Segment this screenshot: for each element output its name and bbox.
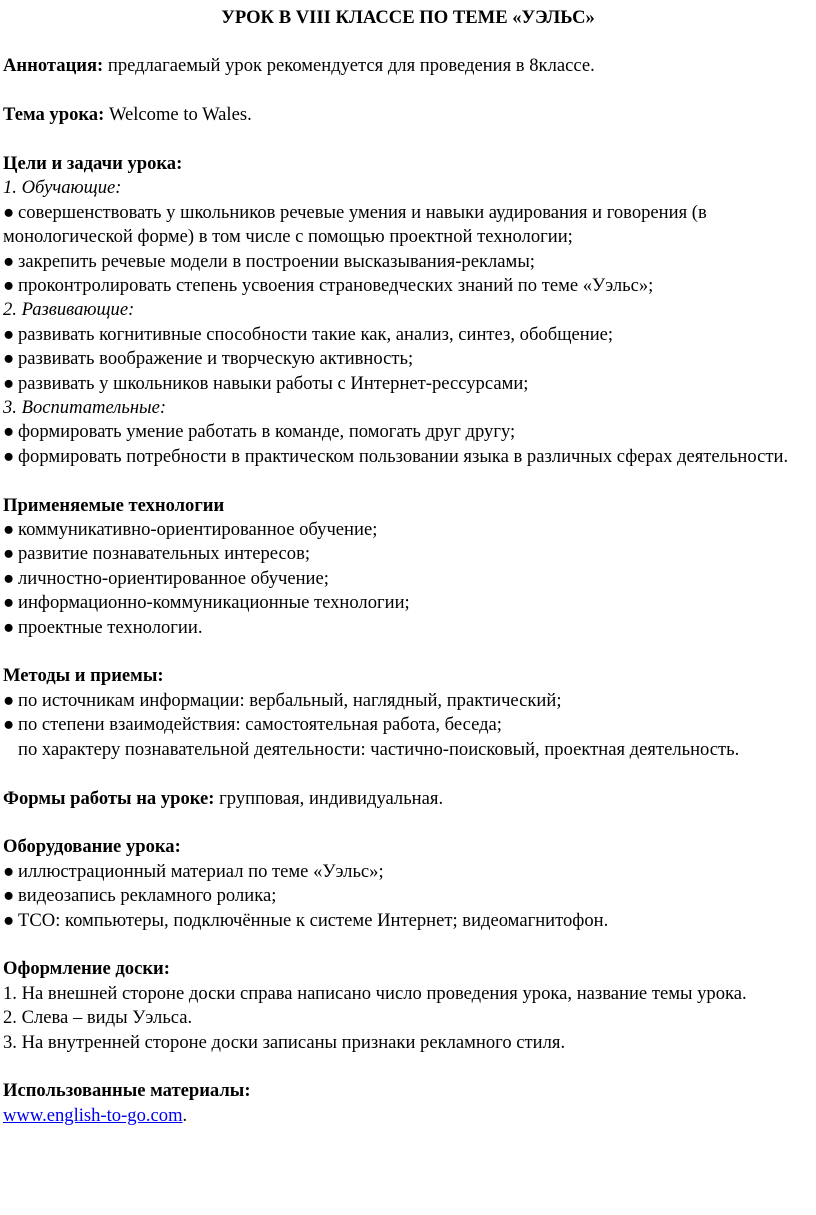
materials-heading: Использованные материалы: <box>3 1080 251 1102</box>
list-item: ● ТСО: компьютеры, подключённые к системе Интернет; видеомагнитофон. <box>3 909 813 933</box>
topic-label: Тема урока: <box>3 104 105 126</box>
list-item: ● формировать потребности в практическом пользовании языка в различных сферах деятельности. <box>3 445 813 469</box>
bullet-icon: ● <box>3 543 15 565</box>
goals-list-3 <box>3 420 813 469</box>
forms-paragraph <box>3 787 813 811</box>
list-item: ● развитие познавательных интересов; <box>3 542 813 566</box>
bullet-icon <box>3 738 18 762</box>
board-list <box>3 982 813 1055</box>
list-item: 2. Слева – виды Уэльса. <box>3 1007 193 1029</box>
bullet-icon: ● <box>3 275 15 297</box>
topic-text: Welcome to Wales. <box>104 104 252 126</box>
forms-label: Формы работы на уроке: <box>3 787 215 809</box>
list-item: ● иллюстрационный материал по теме «Уэльс»; <box>3 860 813 884</box>
bullet-icon: ● <box>3 885 15 907</box>
bullet-icon: ● <box>3 616 15 638</box>
materials-paragraph <box>3 1104 813 1128</box>
bullet-icon: ● <box>3 348 15 370</box>
list-item: ● развивать воображение и творческую активность; <box>3 347 813 371</box>
methods-heading: Методы и приемы: <box>3 665 164 687</box>
list-item: ● видеозапись рекламного ролика; <box>3 884 813 908</box>
annotation-text: предлагаемый урок рекомендуется для проведения в 8классе. <box>103 55 595 77</box>
goals-subheading-3: 3. Воспитательные: <box>3 397 167 419</box>
list-item: ● по степени взаимодействия: самостоятельная работа, беседа; <box>3 713 813 737</box>
bullet-icon: ● <box>3 445 15 467</box>
bullet-icon: ● <box>3 567 15 589</box>
annotation-paragraph <box>3 54 813 78</box>
list-item: ● проконтролировать степень усвоения страноведческих знаний по теме «Уэльс»; <box>3 274 813 298</box>
list-item: ● информационно-коммуникационные технологии; <box>3 591 813 615</box>
list-item: 1. На внешней стороне доски справа написано число проведения урока, название темы урока. <box>3 982 747 1004</box>
list-item: ● развивать когнитивные способности такие как, анализ, синтез, обобщение; <box>3 323 813 347</box>
list-item: ● совершенствовать у школьников речевые умения и навыки аудирования и говорения (в монологической форме) в том числе с помощью проектной технологии; <box>3 201 707 248</box>
goals-list-2 <box>3 323 813 396</box>
bullet-icon: ● <box>3 689 15 711</box>
topic-paragraph <box>3 103 813 127</box>
materials-period: . <box>182 1104 188 1126</box>
list-item: ● проектные технологии. <box>3 616 813 640</box>
forms-text: групповая, индивидуальная. <box>214 787 444 809</box>
goals-heading: Цели и задачи урока: <box>3 152 183 174</box>
bullet-icon: ● <box>3 323 15 345</box>
methods-list <box>3 689 813 762</box>
list-item: ● формировать умение работать в команде, помогать друг другу; <box>3 420 813 444</box>
bullet-icon: ● <box>3 519 15 541</box>
materials-link[interactable]: www.english-to-go.com <box>3 1104 183 1126</box>
list-item: по характеру познавательной деятельности: частично-поисковый, проектная деятельность. <box>3 738 813 762</box>
list-item: ● личностно-ориентированное обучение; <box>3 567 813 591</box>
list-item: ● развивать у школьников навыки работы с Интернет-рессурсами; <box>3 372 813 396</box>
bullet-icon: ● <box>3 592 15 614</box>
goals-list-1 <box>3 201 813 299</box>
bullet-icon: ● <box>3 372 15 394</box>
board-heading: Оформление доски: <box>3 958 170 980</box>
technologies-list <box>3 518 813 640</box>
bullet-icon: ● <box>3 201 15 223</box>
bullet-icon: ● <box>3 714 15 736</box>
list-item: 3. На внутренней стороне доски записаны признаки рекламного стиля. <box>3 1031 566 1053</box>
annotation-label: Аннотация: <box>3 55 104 77</box>
equipment-list <box>3 860 813 933</box>
bullet-icon: ● <box>3 860 15 882</box>
document-title: УРОК В VIII КЛАССЕ ПО ТЕМЕ «УЭЛЬС» <box>221 7 595 28</box>
equipment-heading: Оборудование урока: <box>3 836 181 858</box>
bullet-icon: ● <box>3 250 15 272</box>
technologies-heading: Применяемые технологии <box>3 494 225 516</box>
goals-subheading-1: 1. Обучающие: <box>3 177 122 199</box>
goals-subheading-2: 2. Развивающие: <box>3 299 135 321</box>
bullet-icon: ● <box>3 909 15 931</box>
list-item: ● по источникам информации: вербальный, наглядный, практический; <box>3 689 813 713</box>
bullet-icon: ● <box>3 421 15 443</box>
list-item: ● закрепить речевые модели в построении высказывания-рекламы; <box>3 250 813 274</box>
list-item: ● коммуникативно-ориентированное обучение; <box>3 518 813 542</box>
